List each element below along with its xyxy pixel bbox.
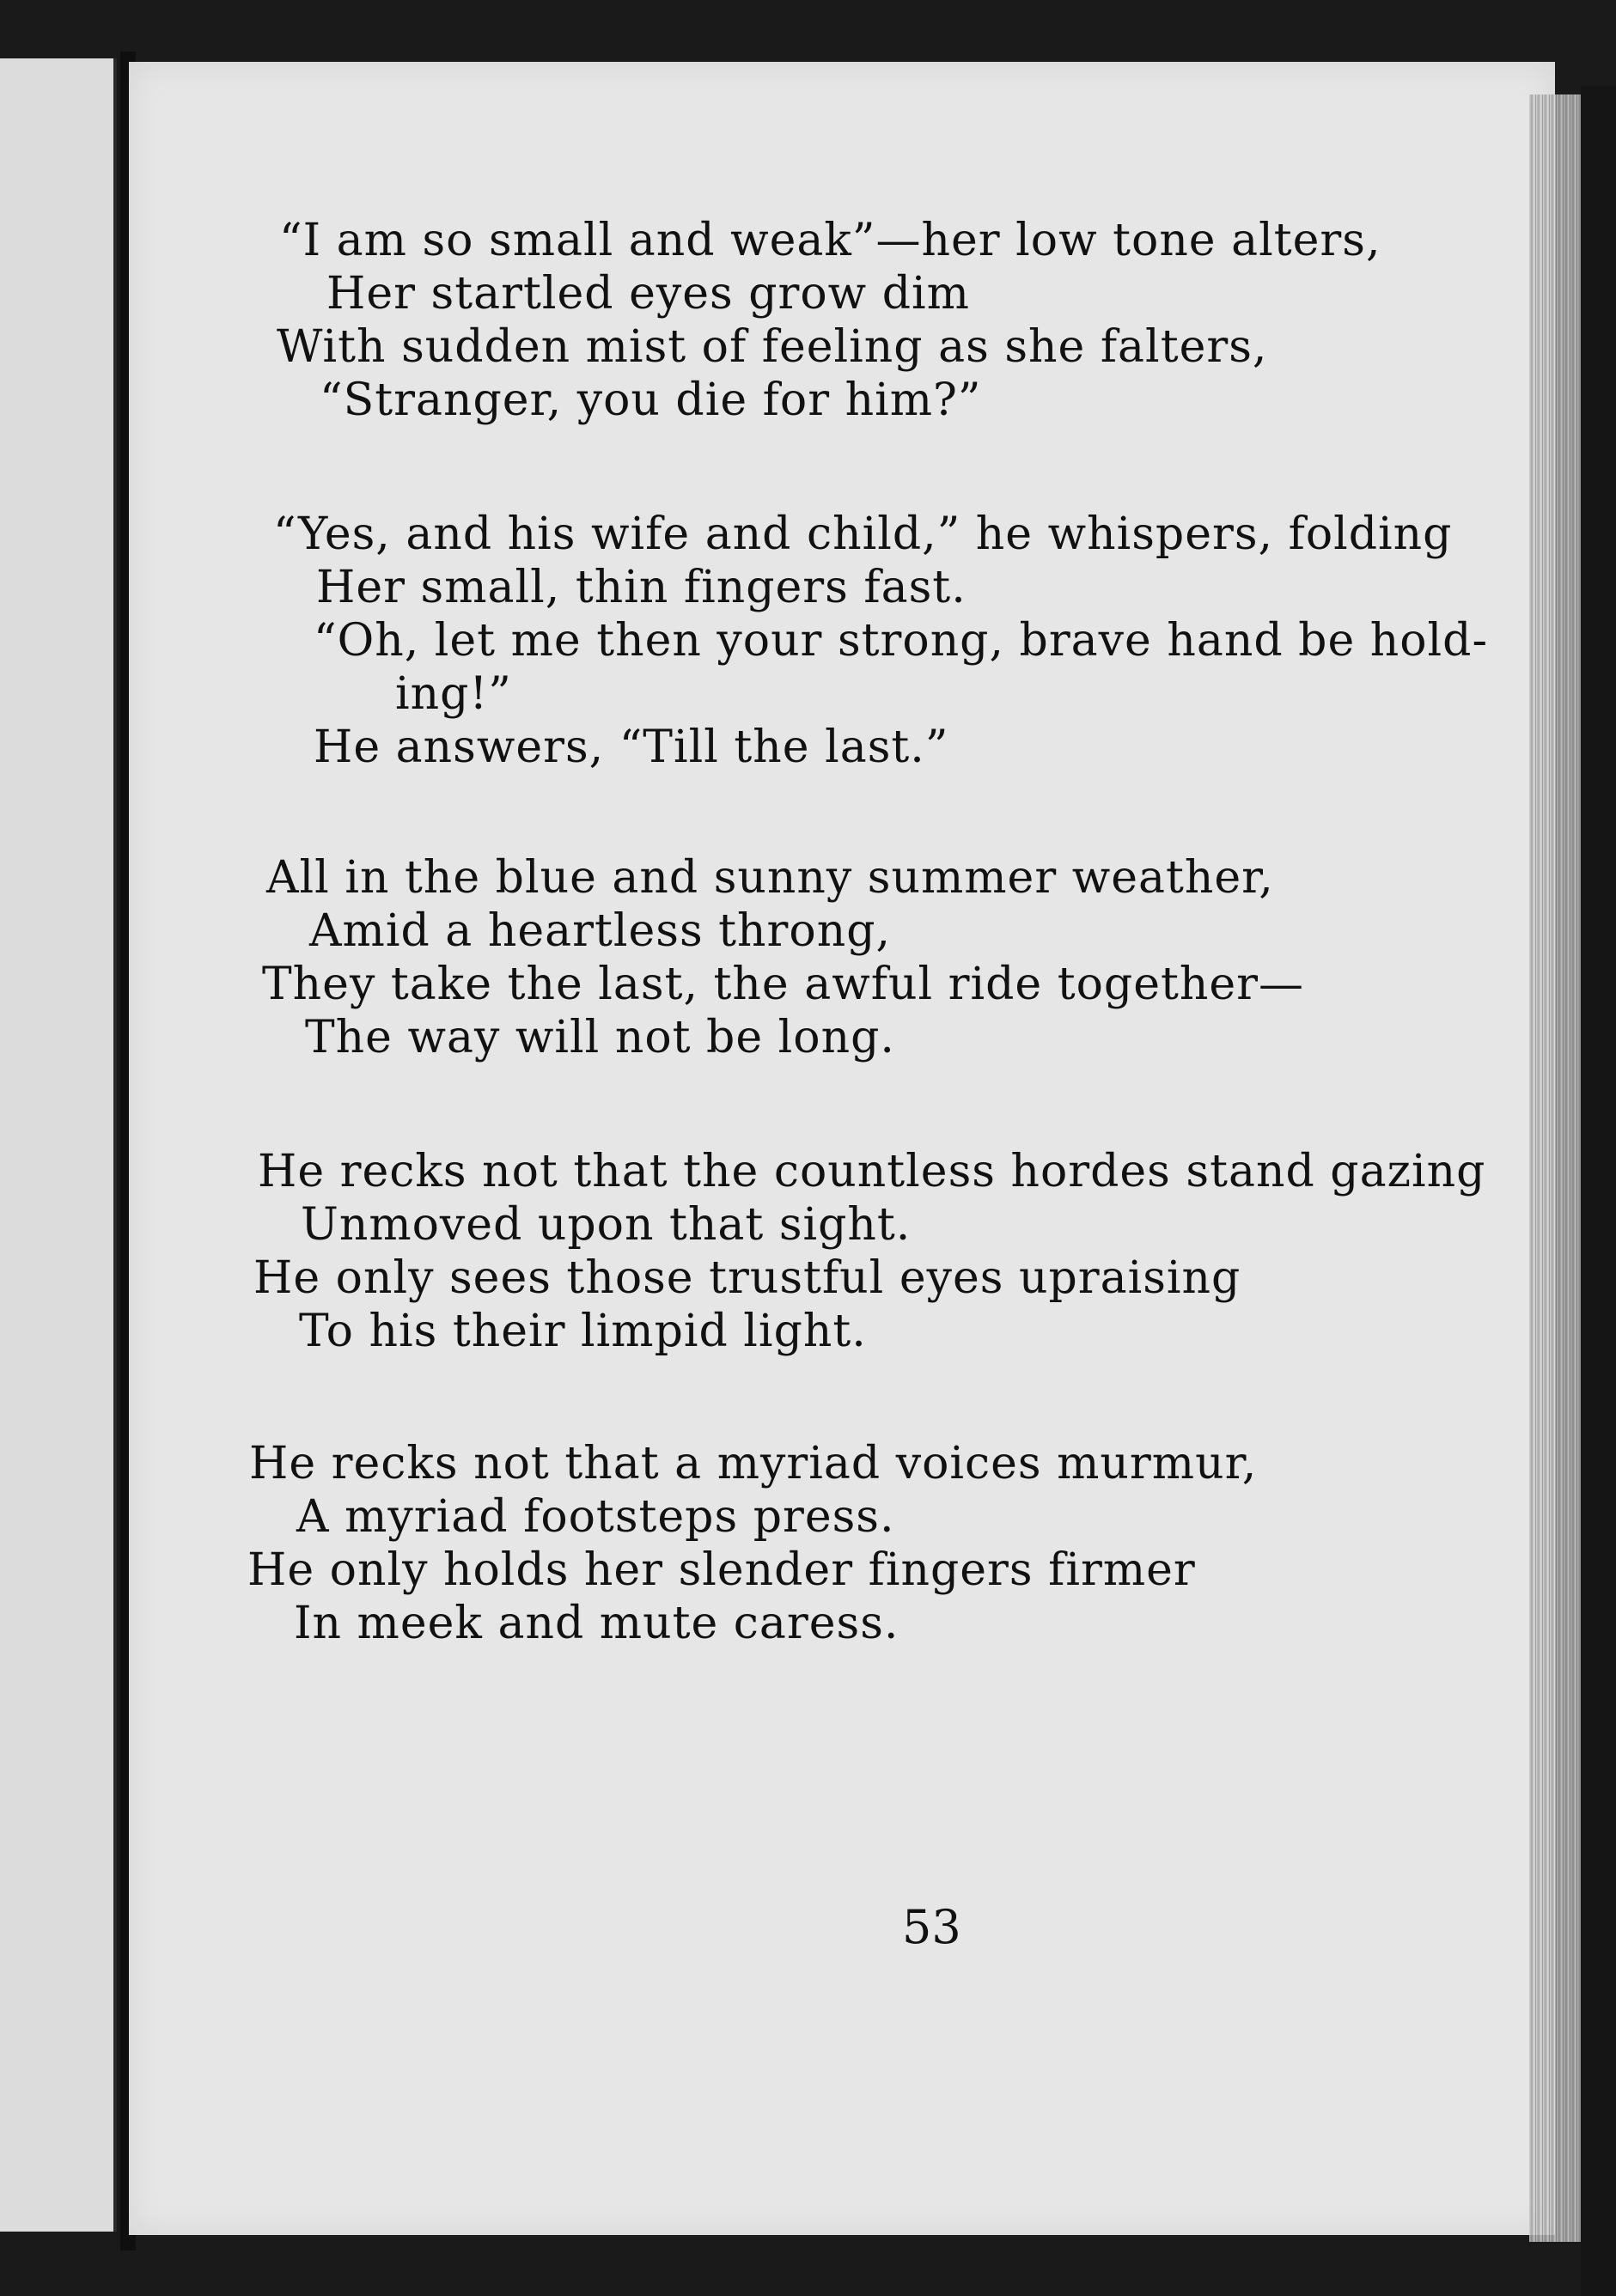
left-page-edge (0, 58, 117, 2232)
poem-line: The way will not be long. (305, 1012, 895, 1063)
page-number: 53 (902, 1900, 961, 1954)
poem-line: He only holds her slender fingers firmer (247, 1544, 1196, 1596)
poem-line: “Oh, let me then your strong, brave hand be hold- (314, 615, 1489, 667)
poem-line: To his their limpid light. (299, 1306, 867, 1357)
book-page (129, 62, 1555, 2235)
poem-line: A myriad footsteps press. (296, 1491, 895, 1543)
poem-line: Her small, thin fingers fast. (316, 562, 967, 613)
poem-line: In meek and mute caress. (294, 1598, 899, 1649)
poem-line: They take the last, the awful ride together— (262, 959, 1304, 1010)
poem-line: “Yes, and his wife and child,” he whispers, folding (273, 509, 1453, 560)
poem-line: With sudden mist of feeling as she falters, (277, 321, 1268, 373)
poem-line: He recks not that the countless hordes stand gazing (258, 1146, 1486, 1197)
poem-line: He answers, “Till the last.” (314, 722, 949, 773)
poem-text (129, 62, 1555, 2235)
poem-line: “I am so small and weak”—her low tone alters, (279, 215, 1381, 266)
poem-line: Unmoved upon that sight. (301, 1199, 912, 1251)
poem-line: All in the blue and sunny summer weather, (266, 852, 1274, 904)
scan-border (1581, 86, 1616, 2296)
poem-line: Her startled eyes grow dim (326, 268, 970, 320)
poem-line: Amid a heartless throng, (309, 905, 892, 957)
poem-line: “Stranger, you die for him?” (320, 375, 982, 426)
poem-line: ing!” (395, 668, 512, 720)
page-stack-edge (1529, 94, 1581, 2242)
poem-line: He only sees those trustful eyes upraising (253, 1252, 1241, 1304)
poem-line: He recks not that a myriad voices murmur, (249, 1438, 1258, 1489)
